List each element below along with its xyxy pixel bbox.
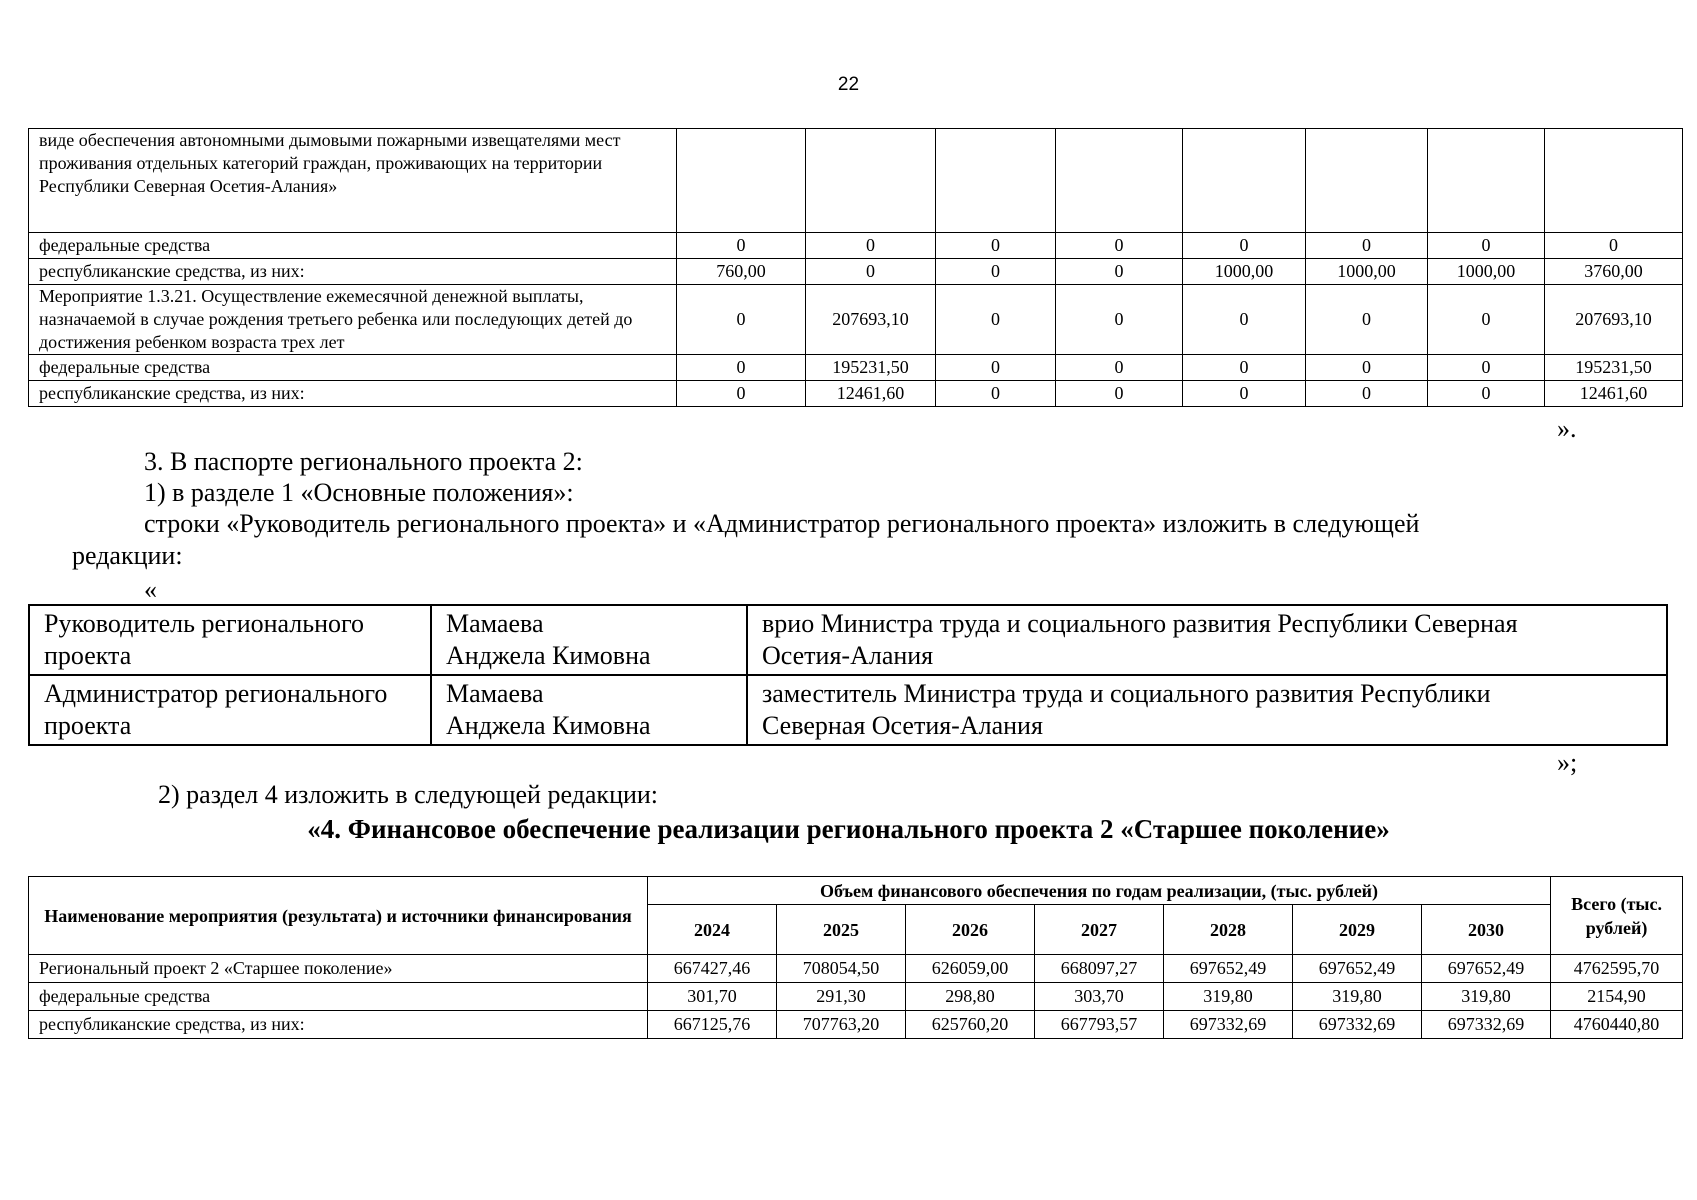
cell: 319,80 [1422, 983, 1551, 1011]
year-header: 2028 [1164, 905, 1293, 955]
cell: 0 [677, 381, 806, 407]
year-header: 2029 [1293, 905, 1422, 955]
opening-quote: « [144, 575, 157, 604]
cell: 0 [1056, 381, 1183, 407]
cell: 1000,00 [1183, 259, 1306, 285]
person-line: Мамаева [446, 609, 544, 638]
page-number: 22 [837, 74, 860, 95]
cell: 12461,60 [1545, 381, 1683, 407]
table-row [29, 381, 1683, 407]
table-row [29, 675, 1667, 745]
table-row [29, 129, 1683, 233]
cell: 0 [1428, 233, 1545, 259]
cell: 760,00 [677, 259, 806, 285]
cell: 697332,69 [1164, 1011, 1293, 1039]
person-line: Мамаева [446, 679, 544, 708]
table-row [29, 983, 1683, 1011]
cell: 625760,20 [906, 1011, 1035, 1039]
role-line: проекта [44, 711, 132, 740]
section-heading: «4. Финансовое обеспечение реализации регионального проекта 2 «Старшее поколение» [307, 814, 1390, 844]
financing-table [28, 876, 1683, 1039]
table-row [29, 233, 1683, 259]
cell: 0 [1428, 381, 1545, 407]
cell [1545, 129, 1683, 233]
cell: 207693,10 [806, 285, 936, 355]
cell: 0 [1306, 285, 1428, 355]
cell: 0 [1306, 355, 1428, 381]
table-row [29, 285, 1683, 355]
table-row [29, 1011, 1683, 1039]
position-line: Осетия-Алания [762, 641, 934, 670]
year-header: 2025 [777, 905, 906, 955]
cell: 2154,90 [1551, 983, 1683, 1011]
cell: 291,30 [777, 983, 906, 1011]
row-name: федеральные средства [29, 983, 648, 1011]
cell: 697332,69 [1293, 1011, 1422, 1039]
row-name: республиканские средства, из них: [29, 1011, 648, 1039]
cell: 0 [1183, 381, 1306, 407]
closing-quote: ». [1557, 414, 1577, 443]
paragraph-lines-text-cont: редакции: [72, 541, 183, 570]
paragraph-3-item-1: 1) в разделе 1 «Основные положения»: [144, 478, 574, 507]
cell: 667427,46 [648, 955, 777, 983]
paragraph-lines-text: строки «Руководитель регионального проекта» и «Администратор регионального проекта» изложить в следующей [144, 509, 1420, 538]
row-name: республиканские средства, из них: [29, 381, 677, 407]
header-row [29, 877, 1683, 905]
cell: 0 [1183, 355, 1306, 381]
cell: 301,70 [648, 983, 777, 1011]
cell: 0 [677, 355, 806, 381]
year-header: 2024 [648, 905, 777, 955]
person-cell [431, 675, 747, 745]
person-line: Анджела Кимовна [446, 641, 651, 670]
cell: 0 [1183, 285, 1306, 355]
cell [936, 129, 1056, 233]
cell: 319,80 [1293, 983, 1422, 1011]
cell [1306, 129, 1428, 233]
cell: 667793,57 [1035, 1011, 1164, 1039]
cell [1056, 129, 1183, 233]
cell: 0 [936, 381, 1056, 407]
cell: 0 [1428, 355, 1545, 381]
cell: 303,70 [1035, 983, 1164, 1011]
table-row [29, 355, 1683, 381]
row-name: виде обеспечения автономными дымовыми пожарными извещателями мест проживания отдельных категорий граждан, проживающих на территории Республики Северная Осетия-Алания» [29, 129, 677, 233]
cell: 668097,27 [1035, 955, 1164, 983]
cell: 697332,69 [1422, 1011, 1551, 1039]
funding-table-continued [28, 128, 1683, 407]
paragraph-3: 3. В паспорте регионального проекта 2: [144, 447, 583, 476]
role-line: проекта [44, 641, 132, 670]
cell: 319,80 [1164, 983, 1293, 1011]
cell: 0 [1056, 355, 1183, 381]
cell: 0 [677, 285, 806, 355]
cell: 0 [806, 233, 936, 259]
row-name: федеральные средства [29, 355, 677, 381]
cell: 4762595,70 [1551, 955, 1683, 983]
role-cell [29, 675, 431, 745]
year-header: 2030 [1422, 905, 1551, 955]
table-row [29, 605, 1667, 675]
header-name: Наименование мероприятия (результата) и источники финансирования [29, 877, 648, 955]
role-cell [29, 605, 431, 675]
paragraph-3-item-2: 2) раздел 4 изложить в следующей редакции: [158, 780, 659, 809]
cell: 697652,49 [1164, 955, 1293, 983]
role-line: Руководитель регионального [44, 609, 365, 638]
cell [806, 129, 936, 233]
cell: 0 [1428, 285, 1545, 355]
cell: 708054,50 [777, 955, 906, 983]
position-cell [747, 675, 1667, 745]
cell [677, 129, 806, 233]
cell: 0 [677, 233, 806, 259]
year-header: 2026 [906, 905, 1035, 955]
row-name: Региональный проект 2 «Старшее поколение» [29, 955, 648, 983]
cell: 298,80 [906, 983, 1035, 1011]
cell: 707763,20 [777, 1011, 906, 1039]
cell: 0 [1545, 233, 1683, 259]
role-line: Администратор регионального [44, 679, 388, 708]
cell: 195231,50 [806, 355, 936, 381]
cell: 0 [936, 355, 1056, 381]
cell: 697652,49 [1422, 955, 1551, 983]
cell: 0 [1306, 381, 1428, 407]
cell: 0 [936, 285, 1056, 355]
cell: 0 [1056, 233, 1183, 259]
row-name: республиканские средства, из них: [29, 259, 677, 285]
cell: 0 [806, 259, 936, 285]
table-row [29, 259, 1683, 285]
position-cell [747, 605, 1667, 675]
position-line: заместитель Министра труда и социального развития Республики [762, 679, 1491, 708]
cell: 0 [936, 233, 1056, 259]
position-line: врио Министра труда и социального развития Республики Северная [762, 609, 1518, 638]
cell: 1000,00 [1306, 259, 1428, 285]
cell: 195231,50 [1545, 355, 1683, 381]
project-roles-table [28, 604, 1668, 746]
cell: 667125,76 [648, 1011, 777, 1039]
cell: 0 [1306, 233, 1428, 259]
header-total: Всего (тыс. рублей) [1551, 877, 1683, 955]
cell: 0 [1183, 233, 1306, 259]
cell: 12461,60 [806, 381, 936, 407]
row-name: федеральные средства [29, 233, 677, 259]
cell: 207693,10 [1545, 285, 1683, 355]
cell: 3760,00 [1545, 259, 1683, 285]
table-row [29, 955, 1683, 983]
year-header: 2027 [1035, 905, 1164, 955]
cell: 626059,00 [906, 955, 1035, 983]
closing-quote: »; [1557, 748, 1578, 777]
cell: 4760440,80 [1551, 1011, 1683, 1039]
person-cell [431, 605, 747, 675]
cell: 0 [1056, 259, 1183, 285]
cell: 0 [1056, 285, 1183, 355]
cell [1428, 129, 1545, 233]
person-line: Анджела Кимовна [446, 711, 651, 740]
row-name: Мероприятие 1.3.21. Осуществление ежемесячной денежной выплаты, назначаемой в случае рождения третьего ребенка или последующих детей до достижения ребенком возраста трех лет [29, 285, 677, 355]
header-years-span: Объем финансового обеспечения по годам реализации, (тыс. рублей) [648, 877, 1551, 905]
position-line: Северная Осетия-Алания [762, 711, 1043, 740]
cell: 1000,00 [1428, 259, 1545, 285]
cell: 0 [936, 259, 1056, 285]
cell [1183, 129, 1306, 233]
cell: 697652,49 [1293, 955, 1422, 983]
